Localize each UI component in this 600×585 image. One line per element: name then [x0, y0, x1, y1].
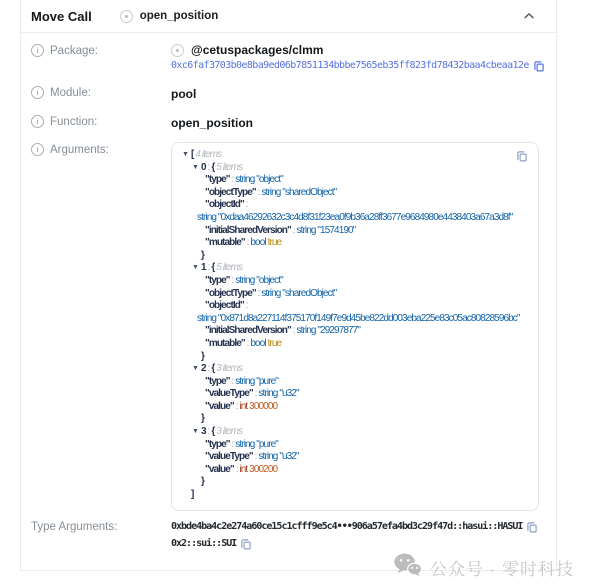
arguments-box	[171, 142, 539, 511]
type-argument-value: 0x2::sui::SUI	[171, 537, 237, 549]
arguments-row	[31, 142, 539, 511]
type-arguments-list	[171, 520, 539, 554]
package-row	[31, 43, 539, 73]
package-name: @cetuspackages/clmm	[171, 43, 539, 58]
json-tree-line: }	[201, 350, 204, 362]
type-argument-item	[171, 520, 539, 534]
module-circle-icon	[120, 10, 133, 23]
copy-icon[interactable]	[240, 538, 252, 550]
package-circle-icon	[171, 44, 184, 57]
function-value: open_position	[171, 116, 253, 130]
type-arguments-label: Type Arguments:	[31, 520, 118, 533]
info-icon[interactable]: i	[31, 115, 44, 128]
copy-icon[interactable]	[526, 521, 538, 533]
type-argument-value: 0xbde4ba4c2e274a60ce15c1cfff9e5c4•••906a57efa4bd3c29f47d::hasui::HASUI	[171, 520, 523, 532]
move-call-card	[20, 0, 557, 571]
json-tree-line: "valueType" : string "u32"	[205, 451, 299, 463]
package-label: i Package:	[31, 43, 171, 57]
json-tree-line: "initialSharedVersion" : string "1574190"	[205, 224, 356, 236]
watermark-text: 公众号 · 零时科技	[429, 560, 574, 579]
json-tree-line: }	[201, 249, 204, 261]
collapse-toggle-icon[interactable]: ▼	[192, 264, 199, 272]
json-tree-line: ▼ 2 : { 3 items	[192, 363, 243, 375]
json-tree-line: ▼ 3 : { 3 items	[192, 426, 243, 438]
json-tree-line: "valueType" : string "u32"	[205, 388, 299, 400]
json-tree-line: "objectType" : string "sharedObject"	[205, 186, 337, 198]
json-tree-line: ▼ 0 : { 5 items	[192, 161, 243, 173]
module-row	[31, 85, 539, 103]
type-argument-item	[171, 537, 539, 551]
type-arguments-row	[31, 520, 539, 554]
json-tree-line: "type" : string "object"	[205, 274, 283, 286]
collapse-toggle-icon[interactable]: ▼	[192, 428, 199, 436]
json-tree-line: "value" : int 300200	[205, 463, 278, 475]
arguments-json-tree	[172, 149, 530, 502]
info-icon[interactable]: i	[31, 44, 44, 57]
json-tree-line: ▼ 1 : { 5 items	[192, 262, 243, 274]
info-icon[interactable]: i	[31, 86, 44, 99]
info-icon[interactable]: i	[31, 143, 44, 156]
collapse-toggle-icon[interactable]: ▼	[182, 151, 189, 158]
function-badge-label: open_position	[139, 10, 219, 22]
json-tree-line: "objectType" : string "sharedObject"	[205, 287, 337, 299]
json-tree-line: string "0x871d8a227114f375170f149f7e9d45be822dd003eba225e83c05ac80828596bc"	[197, 312, 520, 324]
json-tree-line: "initialSharedVersion" : string "29297877"	[205, 325, 360, 337]
json-tree-line: "mutable" : bool true	[205, 237, 282, 249]
json-tree-line: }	[201, 413, 204, 425]
collapse-toggle-icon[interactable]: ▼	[192, 365, 199, 373]
json-tree-line: "value" : int 300000	[205, 400, 278, 412]
json-tree-line: "objectId" :	[205, 300, 248, 312]
copy-icon[interactable]	[533, 60, 545, 72]
chevron-up-icon[interactable]	[522, 9, 536, 23]
json-tree-line: "objectId" :	[205, 199, 248, 211]
package-address-link[interactable]: 0xc6faf3703b0e8ba9ed06b7851134bbbe7565eb35ff823fd78432baa4cbeaa12e	[171, 60, 529, 71]
move-call-header[interactable]	[21, 0, 556, 33]
json-tree-line: ▼ [ 4 items	[182, 149, 222, 160]
function-badge	[120, 10, 219, 23]
json-tree-line: "type" : string "pure"	[205, 438, 278, 450]
json-tree-line: "type" : string "object"	[205, 174, 283, 186]
json-tree-line: "mutable" : bool true	[205, 337, 282, 349]
json-tree-line: ]	[191, 489, 194, 501]
collapse-toggle-icon[interactable]: ▼	[192, 163, 199, 171]
module-value: pool	[171, 87, 197, 101]
json-tree-line: }	[201, 476, 204, 488]
function-label: i Function:	[31, 114, 171, 128]
function-row	[31, 114, 539, 132]
panel-title: Move Call	[31, 8, 92, 24]
json-tree-line: string "0xdaa46292632c3c4d8f31f23ea0f9b36a28ff3677e9684980e4438403a67a3d8f"	[197, 211, 513, 223]
arguments-label: i Arguments:	[31, 142, 171, 156]
copy-icon[interactable]	[516, 150, 528, 162]
module-label: i Module:	[31, 85, 171, 99]
json-tree-line: "type" : string "pure"	[205, 375, 278, 387]
